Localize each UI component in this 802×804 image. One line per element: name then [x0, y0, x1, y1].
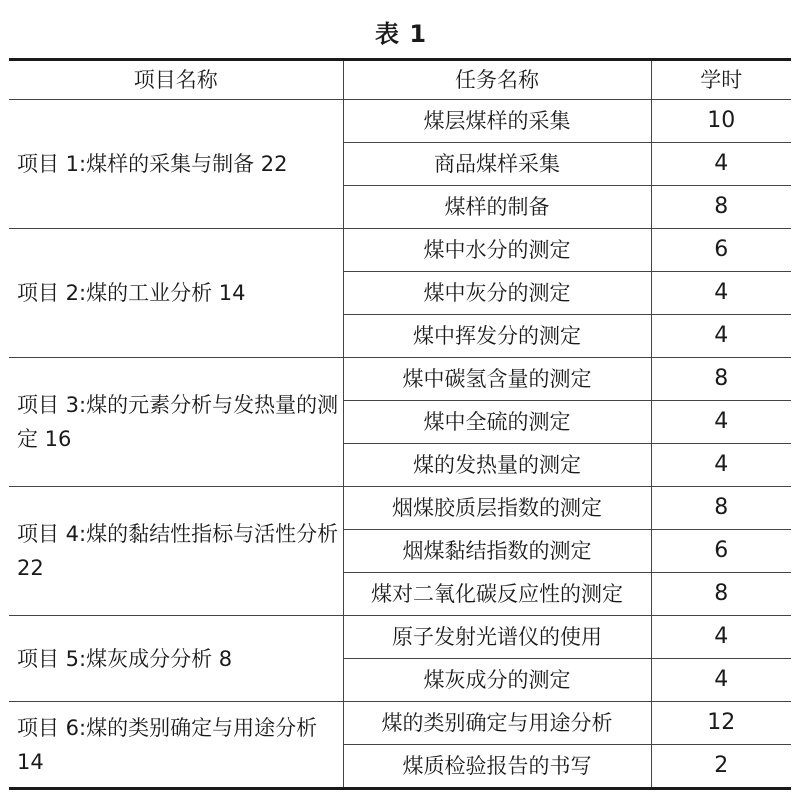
- task-hours: 6: [651, 229, 791, 272]
- course-table: [9, 58, 791, 790]
- table-row: [9, 100, 791, 143]
- task-name: 煤对二氧化碳反应性的测定: [343, 573, 651, 616]
- header-row: [9, 60, 791, 100]
- task-name: 商品煤样采集: [343, 143, 651, 186]
- task-name: 煤层煤样的采集: [343, 100, 651, 143]
- task-name: 煤中挥发分的测定: [343, 315, 651, 358]
- table-row: [9, 702, 791, 745]
- task-name: 烟煤胶质层指数的测定: [343, 487, 651, 530]
- task-hours: 4: [651, 315, 791, 358]
- task-hours: 4: [651, 272, 791, 315]
- task-name: 原子发射光谱仪的使用: [343, 616, 651, 659]
- table-row: [9, 358, 791, 401]
- header-project: 项目名称: [9, 60, 343, 100]
- task-hours: 8: [651, 186, 791, 229]
- task-name: 煤中灰分的测定: [343, 272, 651, 315]
- table-caption: 表 1: [374, 20, 428, 48]
- task-name: 煤的发热量的测定: [343, 444, 651, 487]
- task-hours: 4: [651, 401, 791, 444]
- task-hours: 4: [651, 143, 791, 186]
- table-row: [9, 616, 791, 659]
- table-body: [9, 100, 791, 789]
- project-name: 项目 3:煤的元素分析与发热量的测定 16: [9, 358, 343, 487]
- project-name: 项目 6:煤的类别确定与用途分析 14: [9, 702, 343, 789]
- task-hours: 8: [651, 573, 791, 616]
- header-task: 任务名称: [343, 60, 651, 100]
- task-name: 煤中全硫的测定: [343, 401, 651, 444]
- table-row: [9, 487, 791, 530]
- task-name: 煤中水分的测定: [343, 229, 651, 272]
- task-hours: 4: [651, 444, 791, 487]
- table-row: [9, 229, 791, 272]
- task-hours: 12: [651, 702, 791, 745]
- task-hours: 8: [651, 487, 791, 530]
- task-hours: 4: [651, 616, 791, 659]
- table-header: [9, 60, 791, 100]
- task-hours: 4: [651, 659, 791, 702]
- task-name: 煤样的制备: [343, 186, 651, 229]
- project-name: 项目 1:煤样的采集与制备 22: [9, 100, 343, 229]
- task-hours: 6: [651, 530, 791, 573]
- header-hours: 学时: [651, 60, 791, 100]
- task-hours: 10: [651, 100, 791, 143]
- task-name: 煤的类别确定与用途分析: [343, 702, 651, 745]
- task-name: 煤灰成分的测定: [343, 659, 651, 702]
- project-name: 项目 2:煤的工业分析 14: [9, 229, 343, 358]
- project-name: 项目 5:煤灰成分分析 8: [9, 616, 343, 702]
- task-name: 煤中碳氢含量的测定: [343, 358, 651, 401]
- project-name: 项目 4:煤的黏结性指标与活性分析 22: [9, 487, 343, 616]
- task-name: 煤质检验报告的书写: [343, 745, 651, 789]
- task-hours: 2: [651, 745, 791, 789]
- task-name: 烟煤黏结指数的测定: [343, 530, 651, 573]
- task-hours: 8: [651, 358, 791, 401]
